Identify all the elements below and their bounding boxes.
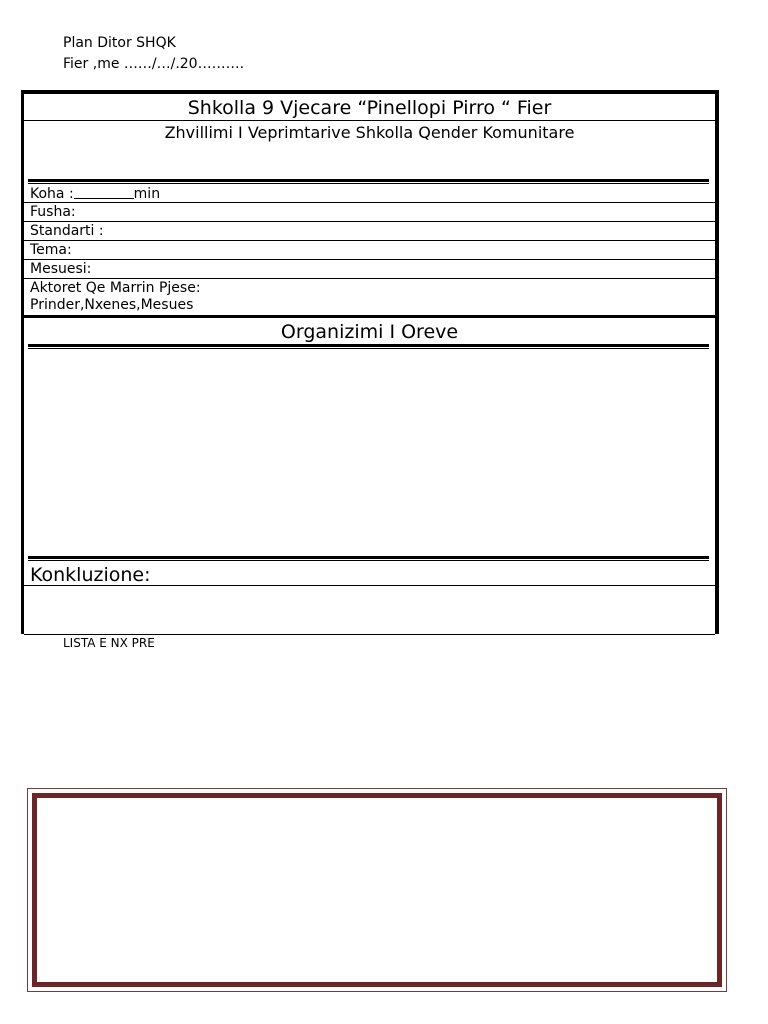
framed-box [27,788,727,992]
organization-heading: Organizimi I Oreve [280,321,459,343]
divider [24,634,715,635]
list-label: LISTA E NX PRE [63,636,155,650]
form-subtitle: Zhvillimi I Veprimtarive Shkolla Qender Komunitare [164,123,575,142]
place-date-line: Fier ,me ……/…/.20………. [63,56,245,72]
conclusion-heading: Konkluzione: [30,564,151,586]
field-label: Fusha: [30,204,76,220]
double-divider [28,556,709,561]
actors-value: Prinder,Nxenes,Mesues [30,297,194,313]
time-field [30,185,160,202]
time-blank[interactable] [74,185,134,199]
topic-label: Tema: [30,242,72,258]
school-name: Shkolla 9 Vjecare “Pinellopi Pirro “ Fier [187,97,552,119]
actors-label: Aktoret Qe Marrin Pjese: [30,280,201,296]
divider [24,585,715,586]
organization-content-area[interactable] [28,350,709,555]
time-label: Koha : [30,186,74,202]
divider [24,278,715,279]
divider [24,221,715,222]
double-divider [28,179,709,184]
thick-divider [24,315,715,318]
framed-box-inner [32,793,722,987]
divider [24,259,715,260]
daily-plan-form [21,90,719,634]
plan-title: Plan Ditor SHQK [63,35,176,51]
divider [24,202,715,203]
divider [24,120,715,121]
divider [24,240,715,241]
conclusion-content-area[interactable] [28,587,709,633]
time-unit: min [133,186,161,202]
double-divider [28,344,709,349]
standard-label: Standarti : [30,223,104,239]
teacher-label: Mesuesi: [30,261,92,277]
